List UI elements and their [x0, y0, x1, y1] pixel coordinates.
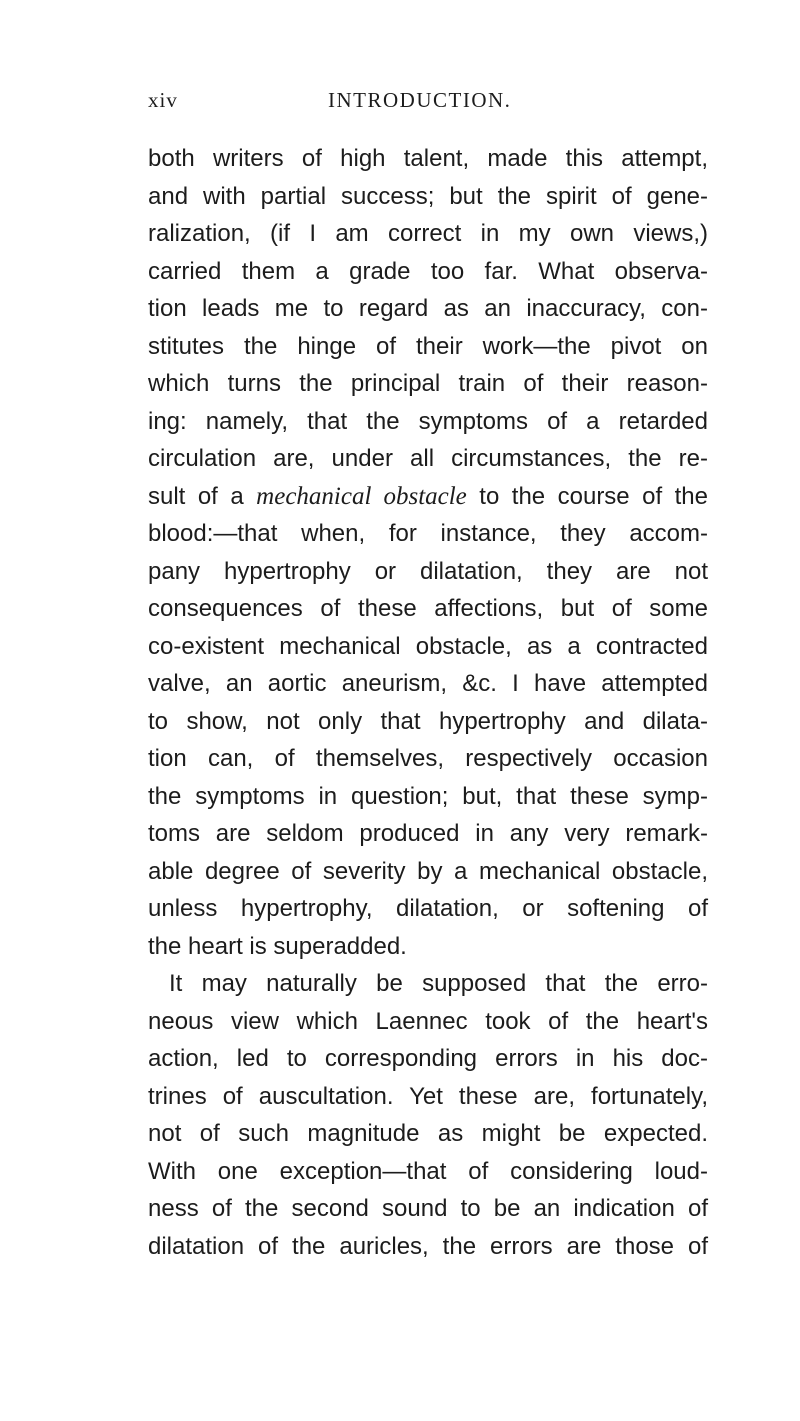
text-line: action, led to corresponding errors in his doc- — [148, 1045, 708, 1072]
body-text — [148, 140, 708, 1265]
paragraph-start-line: It may naturally be supposed that the erro- — [169, 970, 708, 997]
text-line: co-existent mechanical obstacle, as a contracted — [148, 632, 708, 660]
text-line-with-italic — [148, 478, 708, 516]
text-line: able degree of severity by a mechanical obstacle, — [148, 857, 708, 885]
text-line: stitutes the hinge of their work—the pivot on — [148, 332, 708, 360]
text-line: valve, an aortic aneurism, &c. I have attempted — [148, 670, 708, 697]
text-line: which turns the principal train of their reason- — [148, 370, 708, 397]
text-line: unless hypertrophy, dilatation, or softening of — [148, 895, 708, 922]
text-line: to show, not only that hypertrophy and dilata- — [148, 707, 708, 735]
text-run: sult of a — [148, 482, 257, 510]
italic-phrase: mechanical obstacle — [256, 482, 467, 510]
text-line: the symptoms in question; but, that these symp- — [148, 782, 708, 810]
text-line: toms are seldom produced in any very remark- — [148, 820, 708, 847]
page-number: xiv — [148, 88, 178, 112]
text-line: both writers of high talent, made this attempt, — [148, 145, 708, 172]
text-line: With one exception—that of considering loud- — [148, 1157, 708, 1185]
text-line: ralization, (if I am correct in my own views,) — [148, 220, 708, 247]
text-run: to the course of the — [466, 482, 709, 510]
text-line: not of such magnitude as might be expected. — [148, 1120, 708, 1147]
text-line: dilatation of the auricles, the errors are those of — [148, 1232, 708, 1260]
text-line: circulation are, under all circumstances, the re- — [148, 445, 708, 472]
text-line: pany hypertrophy or dilatation, they are not — [148, 557, 708, 585]
paragraph-end-line: the heart is superadded. — [148, 932, 407, 960]
text-line: carried them a grade too far. What observa- — [148, 257, 708, 285]
text-line: ing: namely, that the symptoms of a retarded — [148, 407, 708, 435]
text-line: and with partial success; but the spirit of gene- — [148, 182, 708, 210]
text-line: trines of auscultation. Yet these are, fortunately, — [148, 1082, 708, 1110]
text-line: consequences of these affections, but of some — [148, 595, 708, 622]
text-line: tion can, of themselves, respectively occasion — [148, 745, 708, 772]
text-line: tion leads me to regard as an inaccuracy, con- — [148, 295, 708, 322]
running-title: INTRODUCTION. — [328, 88, 512, 112]
text-line: neous view which Laennec took of the heart's — [148, 1007, 708, 1035]
running-head — [148, 88, 688, 116]
text-line: blood:—that when, for instance, they accom- — [148, 520, 708, 547]
text-line: ness of the second sound to be an indication of — [148, 1195, 708, 1222]
